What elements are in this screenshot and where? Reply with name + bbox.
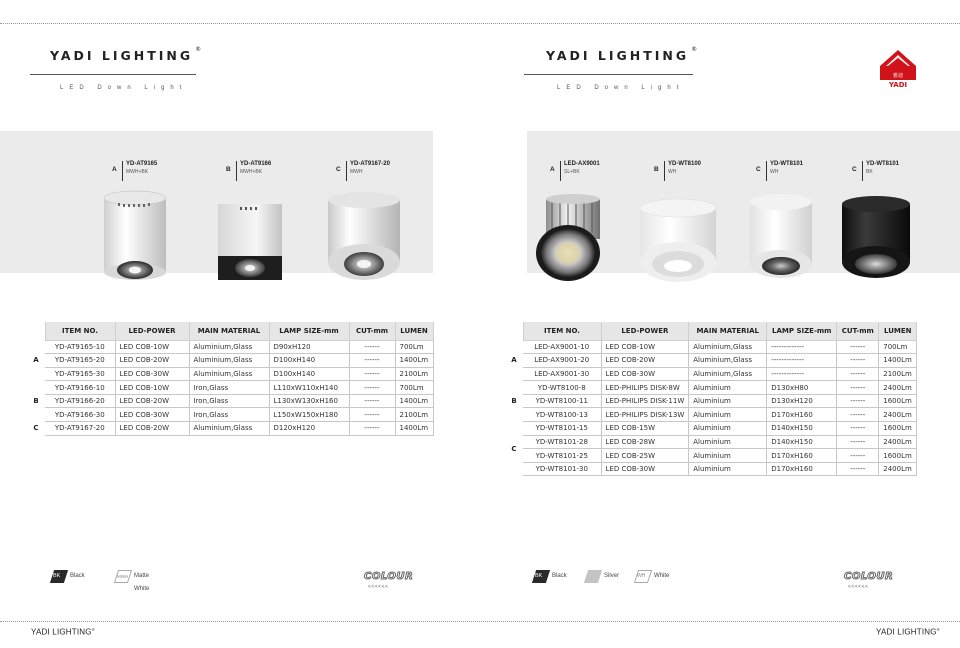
- table-cell: L130xW130xH160: [269, 394, 349, 408]
- table-cell: D170xH160: [767, 449, 837, 463]
- table-cell: LED COB-10W: [115, 381, 189, 395]
- table-cell: YD-WT8100-13: [523, 408, 601, 422]
- table-cell: 2400Lm: [879, 408, 917, 422]
- table-row: [27, 394, 433, 408]
- table-cell: ------: [349, 394, 395, 408]
- table-cell: LED COB-15W: [601, 422, 689, 436]
- swatch-code: MWH: [117, 574, 129, 579]
- right-page: YADI LIGHTING ® LED Down Light A LED-AX9001 SL+BK B YD-WT8100 WH C YD-WT8101 WH C YD-WT8101 BK 雅迪 YADI ITEM NO. LED-POWER MAIN MATERIAL LAMP SIZE-mm CUT-mm LUMEN A LED-AX9001-10 LED COB-10W Aluminium,Glass ------------- ------ 700Lm LED-AX9001-20 LED COB-20W Aluminium,Glass ------------- ------ 1400Lm LED-AX9001-30 LED COB-30W Aluminium,Glass ------------- ------ 2100Lm B YD-WT8100-8 LED-PHILIPS DISK-8W Aluminium D130xH80 ------ 2400Lm YD-WT8100-11 LED-PHILIPS DISK-11W Aluminium D130xH120 ------ 1600Lm YD-WT8100-13 LED-PHILIPS DISK-13W Aluminium D170xH160 ------ 2400Lm C YD-WT8101-15 LED COB-15W Aluminium D140xH150 ------ 1600Lm YD-WT8101-28 LED COB-28W Aluminium D140xH150 ------ 2400Lm YD-WT8101-25 LED COB-25W Aluminium D170xH160 ------ 1600Lm YD-WT8101-30 LED COB-30W Aluminium D170xH160 ------ 2400Lm BK Black Silver WH White COLOUR <<<<<< YADI LIGHTING®: [480, 0, 960, 648]
- table-cell: LED COB-25W: [601, 449, 689, 463]
- table-row: [505, 354, 917, 368]
- table-cell: Aluminium,Glass: [689, 367, 767, 381]
- group-label: A: [33, 356, 39, 365]
- table-cell: LED COB-30W: [115, 408, 189, 422]
- group-header-blank: [505, 322, 523, 340]
- table-cell: 1400Lm: [395, 394, 433, 408]
- column-header: CUT-mm: [349, 322, 395, 340]
- table-row: [505, 422, 917, 436]
- downlight-image-a: [98, 190, 172, 286]
- table-row: [505, 340, 917, 354]
- table-row: [27, 367, 433, 381]
- table-cell: Aluminium,Glass: [689, 354, 767, 368]
- table-cell: 2400Lm: [879, 381, 917, 395]
- brand-title: YADI LIGHTING ®: [546, 46, 698, 63]
- table-cell: YD-AT9166-20: [45, 394, 115, 408]
- table-cell: 700Lm: [395, 381, 433, 395]
- table-cell: Aluminium,Glass: [189, 422, 269, 436]
- table-cell: 2400Lm: [879, 462, 917, 476]
- swatch-name: Silver: [604, 573, 620, 579]
- table-cell: YD-WT8101-25: [523, 449, 601, 463]
- table-cell: ------: [349, 340, 395, 354]
- table-row: [505, 381, 917, 395]
- table-cell: YD-AT9165-10: [45, 340, 115, 354]
- colour-heading: COLOUR: [844, 571, 894, 582]
- table-cell: 2100Lm: [395, 367, 433, 381]
- table-cell: Aluminium,Glass: [189, 354, 269, 368]
- table-cell: L110xW110xH140: [269, 381, 349, 395]
- table-cell: ------: [837, 462, 879, 476]
- table-cell: ------: [837, 367, 879, 381]
- column-header: LED-POWER: [601, 322, 689, 340]
- table-cell: YD-AT9165-20: [45, 354, 115, 368]
- table-cell: 2400Lm: [879, 435, 917, 449]
- table-row: [505, 462, 917, 476]
- swatch-name: Black: [70, 573, 85, 579]
- table-cell: LED COB-28W: [601, 435, 689, 449]
- table-cell: ------: [837, 381, 879, 395]
- table-row: [505, 408, 917, 422]
- table-row: [27, 354, 433, 368]
- table-row: [505, 435, 917, 449]
- spec-table: [27, 322, 434, 436]
- table-header-row: [505, 322, 917, 340]
- table-cell: -------------: [767, 367, 837, 381]
- table-cell: ------: [837, 435, 879, 449]
- table-cell: Aluminium,Glass: [189, 367, 269, 381]
- table-cell: L150xW150xH180: [269, 408, 349, 422]
- table-cell: ------: [837, 449, 879, 463]
- colour-heading: COLOUR: [364, 571, 414, 582]
- page-subtitle: LED Down Light: [60, 85, 188, 91]
- table-cell: -------------: [767, 340, 837, 354]
- logo-chinese-text: 雅迪: [892, 73, 904, 79]
- group-label: C: [33, 424, 39, 433]
- table-cell: ------: [349, 367, 395, 381]
- table-cell: Aluminium: [689, 449, 767, 463]
- table-cell: LED-PHILIPS DISK-13W: [601, 408, 689, 422]
- yadi-logo: [876, 44, 920, 88]
- table-cell: 2100Lm: [879, 367, 917, 381]
- table-cell: ------: [837, 394, 879, 408]
- table-row: [27, 381, 433, 395]
- downlight-image-b: [212, 192, 288, 284]
- table-cell: Aluminium: [689, 381, 767, 395]
- group-label: A: [511, 356, 517, 365]
- table-row: [27, 422, 433, 436]
- table-cell: Iron,Glass: [189, 408, 269, 422]
- table-cell: 1600Lm: [879, 394, 917, 408]
- colour-arrows: <<<<<<: [848, 584, 869, 590]
- table-cell: LED COB-30W: [601, 367, 689, 381]
- column-header: ITEM NO.: [45, 322, 115, 340]
- column-header: MAIN MATERIAL: [189, 322, 269, 340]
- group-header-blank: [27, 322, 45, 340]
- table-cell: Aluminium: [689, 422, 767, 436]
- column-header: MAIN MATERIAL: [689, 322, 767, 340]
- table-cell: 1400Lm: [879, 354, 917, 368]
- swatch-name: White: [654, 573, 670, 579]
- table-row: [505, 367, 917, 381]
- group-label: B: [33, 397, 39, 406]
- table-cell: ------: [349, 354, 395, 368]
- table-cell: Aluminium: [689, 408, 767, 422]
- column-header: ITEM NO.: [523, 322, 601, 340]
- group-label: C: [511, 444, 517, 453]
- swatch-name: Black: [552, 573, 567, 579]
- table-cell: D140xH150: [767, 435, 837, 449]
- table-cell: D140xH150: [767, 422, 837, 436]
- swatch-code: WH: [637, 573, 646, 579]
- swatch-code: BK: [535, 573, 543, 579]
- table-row: [505, 394, 917, 408]
- table-cell: LED COB-20W: [601, 354, 689, 368]
- table-cell: 700Lm: [395, 340, 433, 354]
- table-header-row: [27, 322, 433, 340]
- table-cell: YD-WT8101-28: [523, 435, 601, 449]
- table-cell: 1400Lm: [395, 354, 433, 368]
- table-cell: YD-WT8101-30: [523, 462, 601, 476]
- table-cell: -------------: [767, 354, 837, 368]
- table-cell: YD-AT9165-30: [45, 367, 115, 381]
- group-label: B: [511, 397, 517, 406]
- table-row: [505, 449, 917, 463]
- table-cell: D120xH120: [269, 422, 349, 436]
- table-cell: LED-AX9001-30: [523, 367, 601, 381]
- column-header: LAMP SIZE-mm: [269, 322, 349, 340]
- brand-rule: [30, 74, 196, 75]
- table-cell: LED-PHILIPS DISK-8W: [601, 381, 689, 395]
- table-cell: YD-AT9167-20: [45, 422, 115, 436]
- table-cell: LED COB-10W: [115, 340, 189, 354]
- column-header: CUT-mm: [837, 322, 879, 340]
- table-cell: ------: [349, 422, 395, 436]
- colour-arrows: <<<<<<: [368, 584, 389, 590]
- table-cell: YD-WT8101-15: [523, 422, 601, 436]
- table-cell: Iron,Glass: [189, 394, 269, 408]
- page-footer: YADI LIGHTING®: [31, 627, 95, 637]
- swatch-silver: [584, 570, 602, 583]
- table-cell: ------: [837, 354, 879, 368]
- table-cell: Aluminium: [689, 435, 767, 449]
- brand-rule: [524, 74, 693, 75]
- swatch-code: BK: [53, 573, 61, 579]
- table-cell: YD-AT9166-30: [45, 408, 115, 422]
- table-cell: ------: [837, 422, 879, 436]
- column-header: LAMP SIZE-mm: [767, 322, 837, 340]
- table-cell: D170xH160: [767, 408, 837, 422]
- table-cell: Aluminium,Glass: [689, 340, 767, 354]
- table-cell: LED COB-30W: [601, 462, 689, 476]
- table-cell: Aluminium,Glass: [189, 340, 269, 354]
- table-cell: ------: [349, 408, 395, 422]
- page-subtitle: LED Down Light: [557, 85, 685, 91]
- table-cell: D130xH120: [767, 394, 837, 408]
- column-header: LUMEN: [395, 322, 433, 340]
- downlight-image-wt8101-white: [744, 192, 818, 288]
- downlight-image-wt8100: [636, 196, 720, 288]
- table-cell: Aluminium: [689, 394, 767, 408]
- swatch-name: Matte White: [134, 573, 150, 592]
- table-cell: ------: [349, 381, 395, 395]
- table-cell: D100xH140: [269, 367, 349, 381]
- table-cell: LED COB-20W: [115, 394, 189, 408]
- table-cell: LED COB-20W: [115, 354, 189, 368]
- table-cell: LED COB-30W: [115, 367, 189, 381]
- table-cell: ------: [837, 340, 879, 354]
- table-cell: 1400Lm: [395, 422, 433, 436]
- downlight-image-wt8101-black: [836, 194, 916, 288]
- table-cell: YD-AT9166-10: [45, 381, 115, 395]
- table-cell: 1600Lm: [879, 422, 917, 436]
- column-header: LED-POWER: [115, 322, 189, 340]
- downlight-image-c: [322, 190, 406, 286]
- brand-title: YADI LIGHTING ®: [50, 46, 202, 63]
- table-cell: YD-WT8100-11: [523, 394, 601, 408]
- spec-table: [505, 322, 917, 476]
- table-cell: 700Lm: [879, 340, 917, 354]
- table-cell: D100xH140: [269, 354, 349, 368]
- table-cell: ------: [837, 408, 879, 422]
- table-cell: LED-AX9001-10: [523, 340, 601, 354]
- table-cell: 2100Lm: [395, 408, 433, 422]
- table-cell: 1600Lm: [879, 449, 917, 463]
- logo-text: YADI: [888, 81, 908, 88]
- column-header: LUMEN: [879, 322, 917, 340]
- table-cell: Aluminium: [689, 462, 767, 476]
- table-cell: D90xH120: [269, 340, 349, 354]
- table-cell: LED-AX9001-20: [523, 354, 601, 368]
- table-cell: LED COB-10W: [601, 340, 689, 354]
- table-cell: D130xH80: [767, 381, 837, 395]
- table-row: [27, 340, 433, 354]
- table-cell: LED-PHILIPS DISK-11W: [601, 394, 689, 408]
- page-footer: YADI LIGHTING®: [876, 627, 940, 637]
- table-cell: LED COB-20W: [115, 422, 189, 436]
- table-row: [27, 408, 433, 422]
- table-cell: D170xH160: [767, 462, 837, 476]
- table-cell: YD-WT8100-8: [523, 381, 601, 395]
- downlight-image-ax9001: [534, 193, 612, 285]
- table-cell: Iron,Glass: [189, 381, 269, 395]
- left-page: YADI LIGHTING ® LED Down Light A YD-AT9165 MWH+BK B YD-AT9166 MWH+BK C YD-AT9167-20 MWH ITEM NO. LED-POWER MAIN MATERIAL LAMP SIZE-mm CUT-mm LUMEN A YD-AT9165-10 LED COB-10W Aluminium,Glass D90xH120 ------ 700Lm YD-AT9165-20 LED COB-20W Aluminium,Glass D100xH140 ------ 1400Lm YD-AT9165-30 LED COB-30W Aluminium,Glass D100xH140 ------ 2100Lm B YD-AT9166-10 LED COB-10W Iron,Glass L110xW110xH140 ------ 700Lm YD-AT9166-20 LED COB-20W Iron,Glass L130xW130xH160 ------ 1400Lm YD-AT9166-30 LED COB-30W Iron,Glass L150xW150xH180 ------ 2100Lm C YD-AT9167-20 LED COB-20W Aluminium,Glass D120xH120 ------ 1400Lm BK Black MWH Matte White COLOUR <<<<<< YADI LIGHTING®: [0, 0, 480, 648]
